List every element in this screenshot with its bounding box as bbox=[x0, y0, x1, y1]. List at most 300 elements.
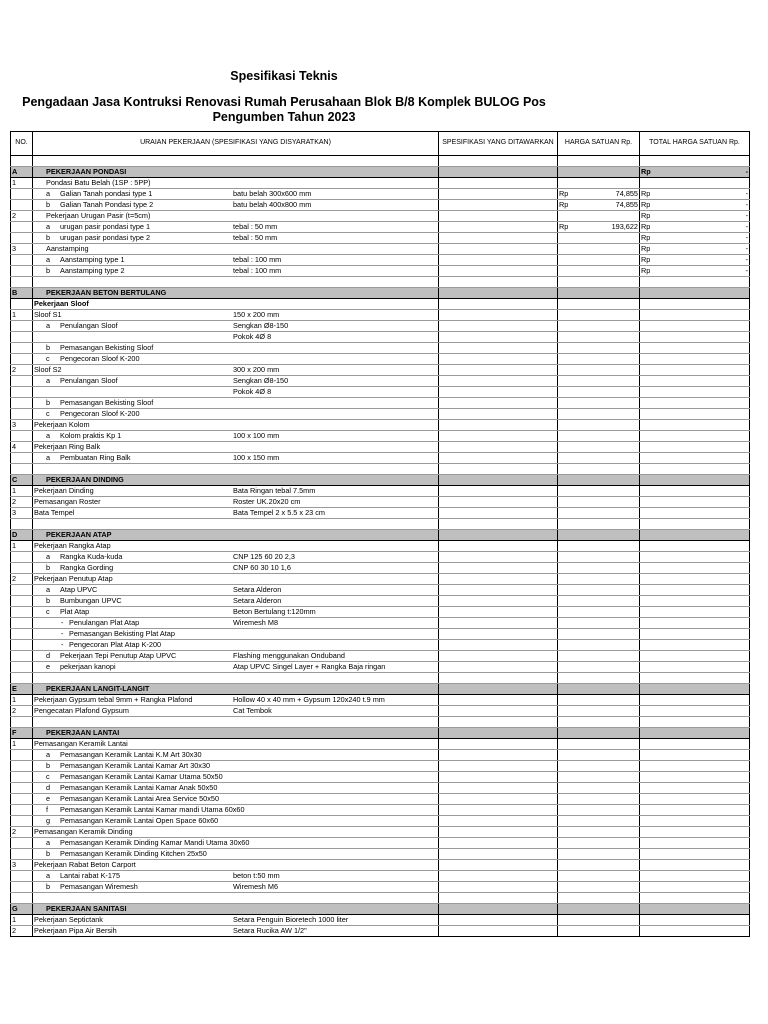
cell-spesifikasi-ditawarkan bbox=[439, 398, 558, 409]
cell-total-harga bbox=[640, 926, 750, 937]
item-letter: a bbox=[46, 321, 51, 330]
cell-harga-satuan bbox=[558, 805, 640, 816]
cell-spesifikasi-ditawarkan bbox=[439, 640, 558, 651]
cell-uraian bbox=[33, 904, 439, 915]
header-total-harga: TOTAL HARGA SATUAN Rp. bbox=[640, 132, 750, 156]
item-label: Pemasangan Bekisting Sloof bbox=[60, 398, 154, 407]
cell-harga-satuan bbox=[558, 915, 640, 926]
cell-total-harga bbox=[640, 871, 750, 882]
total-value: - bbox=[745, 211, 748, 220]
cell-spesifikasi-ditawarkan bbox=[439, 750, 558, 761]
item-letter: a bbox=[46, 585, 51, 594]
table-row bbox=[11, 420, 750, 431]
cell-no bbox=[11, 233, 33, 244]
cell-total-harga bbox=[640, 464, 750, 475]
cell-spesifikasi-ditawarkan bbox=[439, 156, 558, 167]
cell-harga-satuan bbox=[558, 552, 640, 563]
cell-spesifikasi-ditawarkan bbox=[439, 486, 558, 497]
spec-required: tebal : 100 mm bbox=[233, 266, 282, 275]
table-row bbox=[11, 453, 750, 464]
uraian-text bbox=[34, 475, 124, 484]
cell-total-harga bbox=[640, 673, 750, 684]
cell-total-harga bbox=[640, 739, 750, 750]
cell-harga-satuan bbox=[558, 200, 640, 211]
cell-harga-satuan bbox=[558, 827, 640, 838]
uraian-text bbox=[34, 530, 112, 539]
cell-no bbox=[11, 871, 33, 882]
uraian-text bbox=[34, 211, 150, 220]
cell-no bbox=[11, 519, 33, 530]
spec-required: Wiremesh M8 bbox=[233, 618, 279, 627]
cell-spesifikasi-ditawarkan bbox=[439, 420, 558, 431]
blank-row bbox=[11, 673, 750, 684]
cell-harga-satuan bbox=[558, 662, 640, 673]
item-label: Pemasangan Bekisting Sloof bbox=[60, 343, 154, 352]
uraian-text bbox=[34, 926, 117, 935]
cell-spesifikasi-ditawarkan bbox=[439, 893, 558, 904]
cell-uraian bbox=[33, 706, 439, 717]
cell-total-harga bbox=[640, 409, 750, 420]
cell-uraian bbox=[33, 838, 439, 849]
cell-harga-satuan bbox=[558, 574, 640, 585]
cell-uraian bbox=[33, 816, 439, 827]
uraian-text bbox=[34, 640, 161, 649]
cell-total-harga bbox=[640, 893, 750, 904]
cell-total-harga bbox=[640, 805, 750, 816]
uraian-text bbox=[34, 343, 153, 352]
total-value: - bbox=[745, 222, 748, 231]
cell-no bbox=[11, 794, 33, 805]
total-value: - bbox=[745, 266, 748, 275]
item-label: PEKERJAAN LANTAI bbox=[46, 728, 120, 737]
spec-required: CNP 125 60 20 2,3 bbox=[233, 552, 295, 561]
table-row bbox=[11, 871, 750, 882]
cell-total-harga bbox=[640, 508, 750, 519]
cell-spesifikasi-ditawarkan bbox=[439, 585, 558, 596]
uraian-text bbox=[34, 178, 151, 187]
cell-total-harga bbox=[640, 651, 750, 662]
item-letter: a bbox=[46, 189, 51, 198]
cell-uraian bbox=[33, 486, 439, 497]
spec-required: Bata Ringan tebal 7.5mm bbox=[233, 486, 316, 495]
cell-no bbox=[11, 277, 33, 288]
cell-spesifikasi-ditawarkan bbox=[439, 464, 558, 475]
uraian-text bbox=[34, 739, 128, 748]
cell-spesifikasi-ditawarkan bbox=[439, 365, 558, 376]
item-label: Pemasangan Keramik Lantai bbox=[34, 739, 128, 748]
item-letter: b bbox=[46, 266, 51, 275]
cell-harga-satuan bbox=[558, 508, 640, 519]
cell-uraian bbox=[33, 783, 439, 794]
cell-no bbox=[11, 266, 33, 277]
cell-uraian bbox=[33, 541, 439, 552]
table-row bbox=[11, 662, 750, 673]
cell-no bbox=[11, 343, 33, 354]
cell-uraian bbox=[33, 409, 439, 420]
cell-uraian bbox=[33, 805, 439, 816]
item-label: Penulangan Plat Atap bbox=[69, 618, 140, 627]
subtitle-line-2: Pengumben Tahun 2023 bbox=[212, 110, 356, 124]
item-label: Pengecoran Plat Atap K-200 bbox=[69, 640, 162, 649]
item-label: PEKERJAAN SANITASI bbox=[46, 904, 127, 913]
cell-spesifikasi-ditawarkan bbox=[439, 607, 558, 618]
cell-no: 3 bbox=[11, 244, 33, 255]
cell-total-harga bbox=[640, 882, 750, 893]
section-row bbox=[11, 288, 750, 299]
item-label: Pemasangan Keramik Lantai Area Service 50x50 bbox=[60, 794, 220, 803]
table-row bbox=[11, 431, 750, 442]
table-row bbox=[11, 222, 750, 233]
item-letter: a bbox=[46, 750, 51, 759]
item-letter: b bbox=[46, 563, 51, 572]
blank-row bbox=[11, 156, 750, 167]
cell-spesifikasi-ditawarkan bbox=[439, 629, 558, 640]
cell-harga-satuan bbox=[558, 266, 640, 277]
cell-no: E bbox=[11, 684, 33, 695]
table-row bbox=[11, 365, 750, 376]
item-label: Pekerjaan Urugan Pasir (t=5cm) bbox=[46, 211, 151, 220]
harga-value: 74,855 bbox=[615, 200, 638, 209]
table-row bbox=[11, 695, 750, 706]
item-label: Pondasi Batu Belah (1SP : 5PP) bbox=[46, 178, 151, 187]
table-row bbox=[11, 860, 750, 871]
cell-total-harga bbox=[640, 563, 750, 574]
cell-total-harga bbox=[640, 299, 750, 310]
spec-required: Setara Rucika AW 1/2" bbox=[233, 926, 307, 935]
item-letter: g bbox=[46, 816, 51, 825]
uraian-text bbox=[34, 310, 62, 319]
currency-label: Rp bbox=[559, 200, 569, 209]
spec-required: CNP 60 30 10 1,6 bbox=[233, 563, 291, 572]
cell-spesifikasi-ditawarkan bbox=[439, 530, 558, 541]
cell-harga-satuan bbox=[558, 233, 640, 244]
cell-harga-satuan bbox=[558, 530, 640, 541]
cell-spesifikasi-ditawarkan bbox=[439, 233, 558, 244]
cell-no: 2 bbox=[11, 827, 33, 838]
item-label: Pengecoran Sloof K-200 bbox=[60, 354, 140, 363]
cell-total-harga bbox=[640, 266, 750, 277]
cell-total-harga bbox=[640, 442, 750, 453]
cell-no bbox=[11, 761, 33, 772]
cell-no: G bbox=[11, 904, 33, 915]
item-label: Pekerjaan Septictank bbox=[34, 915, 103, 924]
currency-label: Rp bbox=[641, 244, 651, 253]
item-letter: c bbox=[46, 354, 50, 363]
cell-uraian bbox=[33, 772, 439, 783]
cell-spesifikasi-ditawarkan bbox=[439, 849, 558, 860]
item-label: PEKERJAAN BETON BERTULANG bbox=[46, 288, 167, 297]
item-letter: - bbox=[61, 629, 64, 638]
cell-harga-satuan bbox=[558, 882, 640, 893]
cell-spesifikasi-ditawarkan bbox=[439, 200, 558, 211]
cell-uraian bbox=[33, 596, 439, 607]
item-label: Galian Tanah pondasi type 1 bbox=[60, 189, 153, 198]
cell-no bbox=[11, 893, 33, 904]
cell-no bbox=[11, 332, 33, 343]
cell-no: 2 bbox=[11, 706, 33, 717]
spec-required: 150 x 200 mm bbox=[233, 310, 280, 319]
cell-spesifikasi-ditawarkan bbox=[439, 222, 558, 233]
cell-no: 2 bbox=[11, 574, 33, 585]
spec-required: Flashing menggunakan Onduband bbox=[233, 651, 345, 660]
uraian-text bbox=[34, 838, 249, 847]
cell-uraian bbox=[33, 640, 439, 651]
cell-total-harga bbox=[640, 156, 750, 167]
cell-spesifikasi-ditawarkan bbox=[439, 871, 558, 882]
document-subtitle bbox=[0, 95, 568, 125]
item-letter: f bbox=[46, 805, 49, 814]
uraian-text bbox=[34, 805, 245, 814]
cell-no: 2 bbox=[11, 926, 33, 937]
uraian-text bbox=[34, 783, 217, 792]
cell-no bbox=[11, 321, 33, 332]
section-row bbox=[11, 904, 750, 915]
cell-harga-satuan bbox=[558, 420, 640, 431]
item-label: PEKERJAAN PONDASI bbox=[46, 167, 127, 176]
item-letter: b bbox=[46, 233, 51, 242]
table-row bbox=[11, 255, 750, 266]
cell-harga-satuan bbox=[558, 277, 640, 288]
table-row bbox=[11, 266, 750, 277]
cell-uraian bbox=[33, 508, 439, 519]
cell-uraian bbox=[33, 475, 439, 486]
cell-uraian bbox=[33, 684, 439, 695]
cell-spesifikasi-ditawarkan bbox=[439, 497, 558, 508]
cell-spesifikasi-ditawarkan bbox=[439, 574, 558, 585]
cell-uraian bbox=[33, 563, 439, 574]
table-row bbox=[11, 794, 750, 805]
item-letter: d bbox=[46, 651, 51, 660]
cell-total-harga bbox=[640, 838, 750, 849]
table-row bbox=[11, 178, 750, 189]
cell-spesifikasi-ditawarkan bbox=[439, 332, 558, 343]
item-label: Pekerjaan Ring Balk bbox=[34, 442, 101, 451]
table-row bbox=[11, 244, 750, 255]
cell-harga-satuan bbox=[558, 563, 640, 574]
spec-required: 100 x 100 mm bbox=[233, 431, 280, 440]
table-row bbox=[11, 310, 750, 321]
cell-no: 1 bbox=[11, 310, 33, 321]
cell-spesifikasi-ditawarkan bbox=[439, 376, 558, 387]
currency-label: Rp bbox=[641, 189, 651, 198]
cell-total-harga bbox=[640, 794, 750, 805]
spec-required: Sengkan Ø8-150 bbox=[233, 321, 289, 330]
cell-spesifikasi-ditawarkan bbox=[439, 475, 558, 486]
cell-uraian bbox=[33, 673, 439, 684]
table-row bbox=[11, 706, 750, 717]
item-label: Pengecoran Sloof K-200 bbox=[60, 409, 140, 418]
uraian-text bbox=[34, 233, 150, 242]
cell-no: 1 bbox=[11, 695, 33, 706]
uraian-text bbox=[34, 222, 150, 231]
currency-label: Rp bbox=[559, 222, 569, 231]
cell-no bbox=[11, 640, 33, 651]
cell-harga-satuan bbox=[558, 453, 640, 464]
cell-no bbox=[11, 255, 33, 266]
cell-uraian bbox=[33, 343, 439, 354]
cell-harga-satuan bbox=[558, 343, 640, 354]
cell-spesifikasi-ditawarkan bbox=[439, 310, 558, 321]
section-row bbox=[11, 475, 750, 486]
table-row bbox=[11, 442, 750, 453]
cell-total-harga bbox=[640, 915, 750, 926]
table-row bbox=[11, 827, 750, 838]
cell-no: 1 bbox=[11, 178, 33, 189]
cell-total-harga bbox=[640, 321, 750, 332]
cell-harga-satuan bbox=[558, 167, 640, 178]
cell-uraian bbox=[33, 156, 439, 167]
cell-harga-satuan bbox=[558, 893, 640, 904]
spec-required: batu belah 400x800 mm bbox=[233, 200, 312, 209]
table-row bbox=[11, 574, 750, 585]
cell-uraian bbox=[33, 915, 439, 926]
item-label: urugan pasir pondasi type 1 bbox=[60, 222, 151, 231]
spec-required: 100 x 150 mm bbox=[233, 453, 280, 462]
item-label: urugan pasir pondasi type 2 bbox=[60, 233, 151, 242]
table-row bbox=[11, 739, 750, 750]
cell-harga-satuan bbox=[558, 541, 640, 552]
cell-harga-satuan bbox=[558, 684, 640, 695]
cell-spesifikasi-ditawarkan bbox=[439, 277, 558, 288]
cell-harga-satuan bbox=[558, 255, 640, 266]
currency-label: Rp bbox=[641, 167, 651, 176]
header-uraian: URAIAN PEKERJAAN (SPESIFIKASI YANG DISYARATKAN) bbox=[33, 132, 439, 156]
cell-no bbox=[11, 464, 33, 475]
cell-harga-satuan bbox=[558, 728, 640, 739]
cell-total-harga bbox=[640, 519, 750, 530]
cell-no: F bbox=[11, 728, 33, 739]
item-label: Bata Tempel bbox=[34, 508, 75, 517]
spec-required: batu belah 300x600 mm bbox=[233, 189, 312, 198]
uraian-text bbox=[34, 728, 119, 737]
cell-no bbox=[11, 222, 33, 233]
spec-required: Roster UK.20x20 cm bbox=[233, 497, 301, 506]
item-label: PEKERJAAN LANGIT-LANGIT bbox=[46, 684, 150, 693]
total-value: - bbox=[745, 244, 748, 253]
item-label: Lantai rabat K-175 bbox=[60, 871, 121, 880]
cell-no: 2 bbox=[11, 365, 33, 376]
item-letter: b bbox=[46, 343, 51, 352]
item-label: Rangka Kuda-kuda bbox=[60, 552, 123, 561]
cell-total-harga bbox=[640, 552, 750, 563]
cell-spesifikasi-ditawarkan bbox=[439, 178, 558, 189]
item-label: Sloof S1 bbox=[34, 310, 62, 319]
cell-uraian bbox=[33, 222, 439, 233]
cell-total-harga bbox=[640, 706, 750, 717]
cell-uraian bbox=[33, 453, 439, 464]
uraian-text bbox=[34, 299, 89, 308]
table-row bbox=[11, 541, 750, 552]
cell-harga-satuan bbox=[558, 519, 640, 530]
cell-uraian bbox=[33, 321, 439, 332]
item-label: Aanstamping type 2 bbox=[60, 266, 125, 275]
item-label: Pemasangan Bekisting Plat Atap bbox=[69, 629, 175, 638]
cell-no: A bbox=[11, 167, 33, 178]
cell-uraian bbox=[33, 288, 439, 299]
spec-required: Cat Tembok bbox=[233, 706, 272, 715]
cell-harga-satuan bbox=[558, 596, 640, 607]
item-label: Pekerjaan Sloof bbox=[34, 299, 89, 308]
table-row bbox=[11, 772, 750, 783]
harga-value: 74,855 bbox=[615, 189, 638, 198]
table-row bbox=[11, 838, 750, 849]
total-value: - bbox=[745, 200, 748, 209]
item-label: Pekerjaan Rabat Beton Carport bbox=[34, 860, 136, 869]
uraian-text bbox=[34, 860, 136, 869]
cell-uraian bbox=[33, 189, 439, 200]
cell-total-harga bbox=[640, 332, 750, 343]
cell-total-harga bbox=[640, 200, 750, 211]
cell-harga-satuan bbox=[558, 607, 640, 618]
uraian-text bbox=[34, 794, 219, 803]
table-row bbox=[11, 849, 750, 860]
cell-uraian bbox=[33, 662, 439, 673]
uraian-text bbox=[34, 761, 210, 770]
cell-total-harga bbox=[640, 233, 750, 244]
item-label: Pekerjaan Dinding bbox=[34, 486, 94, 495]
cell-total-harga bbox=[640, 167, 750, 178]
cell-spesifikasi-ditawarkan bbox=[439, 255, 558, 266]
item-label: Atap UPVC bbox=[60, 585, 98, 594]
cell-total-harga bbox=[640, 695, 750, 706]
table-row bbox=[11, 596, 750, 607]
item-label: Pemasangan Keramik Lantai Kamar Utama 50x50 bbox=[60, 772, 223, 781]
item-letter: b bbox=[46, 882, 51, 891]
cell-spesifikasi-ditawarkan bbox=[439, 915, 558, 926]
cell-spesifikasi-ditawarkan bbox=[439, 717, 558, 728]
cell-no bbox=[11, 189, 33, 200]
uraian-text bbox=[34, 453, 131, 462]
cell-uraian bbox=[33, 310, 439, 321]
cell-harga-satuan bbox=[558, 475, 640, 486]
table-row bbox=[11, 189, 750, 200]
cell-total-harga bbox=[640, 497, 750, 508]
cell-harga-satuan bbox=[558, 310, 640, 321]
item-label: Pemasangan Keramik Lantai Kamar Art 30x30 bbox=[60, 761, 211, 770]
cell-uraian bbox=[33, 255, 439, 266]
cell-no bbox=[11, 431, 33, 442]
cell-no bbox=[11, 409, 33, 420]
cell-spesifikasi-ditawarkan bbox=[439, 299, 558, 310]
item-label: Pemasangan Keramik Lantai Open Space 60x60 bbox=[60, 816, 219, 825]
cell-no bbox=[11, 662, 33, 673]
uraian-text bbox=[34, 904, 127, 913]
cell-no bbox=[11, 838, 33, 849]
cell-no bbox=[11, 772, 33, 783]
cell-uraian bbox=[33, 860, 439, 871]
item-label: PEKERJAAN DINDING bbox=[46, 475, 124, 484]
header-spesifikasi: SPESIFIKASI YANG DITAWARKAN bbox=[439, 132, 558, 156]
cell-uraian bbox=[33, 893, 439, 904]
cell-uraian bbox=[33, 244, 439, 255]
table-row bbox=[11, 376, 750, 387]
item-label: Sloof S2 bbox=[34, 365, 62, 374]
spec-required: tebal : 100 mm bbox=[233, 255, 282, 264]
item-letter: a bbox=[46, 431, 51, 440]
uraian-text bbox=[34, 596, 122, 605]
cell-no: 3 bbox=[11, 508, 33, 519]
cell-uraian bbox=[33, 277, 439, 288]
cell-spesifikasi-ditawarkan bbox=[439, 838, 558, 849]
cell-total-harga bbox=[640, 365, 750, 376]
section-row bbox=[11, 684, 750, 695]
uraian-text bbox=[34, 882, 138, 891]
cell-uraian bbox=[33, 299, 439, 310]
cell-uraian bbox=[33, 530, 439, 541]
cell-spesifikasi-ditawarkan bbox=[439, 706, 558, 717]
cell-spesifikasi-ditawarkan bbox=[439, 618, 558, 629]
item-label: Pemasangan Keramik Dinding Kamar Mandi Utama 30x60 bbox=[60, 838, 250, 847]
